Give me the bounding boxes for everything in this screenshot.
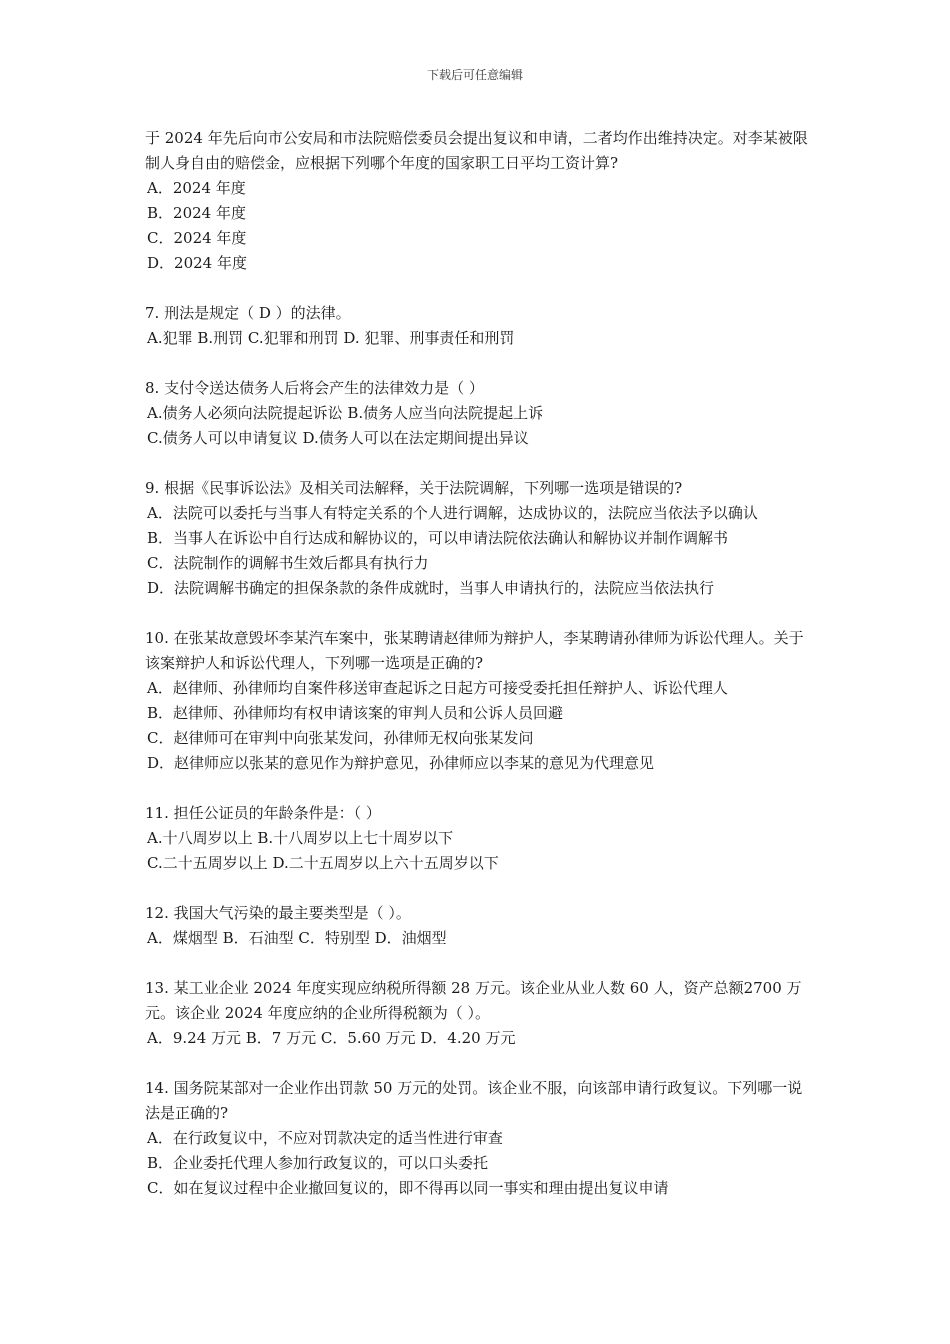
question-block: [145, 1076, 810, 1201]
question-block: [145, 976, 810, 1051]
question-text: 于 2024 年先后向市公安局和市法院赔偿委员会提出复议和申请，二者均作出维持决定。对李某被限制人身自由的赔偿金，应根据下列哪个年度的国家职工日平均工资计算?: [145, 129, 808, 172]
question-block: [145, 376, 810, 451]
question-block: [145, 901, 810, 951]
question-block: [145, 801, 810, 876]
option-line: A．煤烟型 B．石油型 C．特别型 D．油烟型: [147, 929, 447, 947]
option-line: C．如在复议过程中企业撤回复议的，即不得再以同一事实和理由提出复议申请: [147, 1179, 669, 1197]
option-line: C.二十五周岁以上 D.二十五周岁以上六十五周岁以下: [147, 854, 499, 872]
option-line: C．赵律师可在审判中向张某发问，孙律师无权向张某发问: [147, 729, 534, 747]
option-line: C．2024 年度: [147, 229, 247, 247]
question-text: 10. 在张某故意毁坏李某汽车案中，张某聘请赵律师为辩护人，李某聘请孙律师为诉讼代理人。关于该案辩护人和诉讼代理人，下列哪一选项是正确的?: [145, 629, 804, 672]
question-block: [145, 301, 810, 351]
question-text: 8. 支付令送达债务人后将会产生的法律效力是（ ）: [145, 379, 484, 397]
option-line: A.债务人必须向法院提起诉讼 B.债务人应当向法院提起上诉: [147, 404, 544, 422]
option-line: B．当事人在诉讼中自行达成和解协议的，可以申请法院依法确认和解协议并制作调解书: [147, 529, 729, 547]
option-line: B．企业委托代理人参加行政复议的，可以口头委托: [147, 1154, 489, 1172]
option-line: A．法院可以委托与当事人有特定关系的个人进行调解，达成协议的，法院应当依法予以确认: [147, 504, 758, 522]
question-text: 7. 刑法是规定（ D ）的法律。: [145, 304, 351, 322]
option-line: A.十八周岁以上 B.十八周岁以上七十周岁以下: [147, 829, 454, 847]
option-line: C．法院制作的调解书生效后都具有执行力: [147, 554, 429, 572]
option-line: A.犯罪 B.刑罚 C.犯罪和刑罚 D. 犯罪、刑事责任和刑罚: [147, 329, 515, 347]
option-line: A．赵律师、孙律师均自案件移送审查起诉之日起方可接受委托担任辩护人、诉讼代理人: [147, 679, 728, 697]
question-text: 9. 根据《民事诉讼法》及相关司法解释，关于法院调解，下列哪一选项是错误的?: [145, 479, 683, 497]
page-header: 下载后可任意编辑: [426, 68, 523, 82]
question-text: 11. 担任公证员的年龄条件是：（ ）: [145, 804, 381, 822]
option-line: A．9.24 万元 B．7 万元 C．5.60 万元 D．4.20 万元: [147, 1029, 516, 1047]
option-line: A．2024 年度: [147, 179, 246, 197]
question-block: [145, 476, 810, 601]
option-line: B．2024 年度: [147, 204, 246, 222]
option-line: A．在行政复议中，不应对罚款决定的适当性进行审查: [147, 1129, 503, 1147]
document-body: [145, 126, 810, 1201]
question-block: [145, 626, 810, 776]
question-text: 14. 国务院某部对一企业作出罚款 50 万元的处罚。该企业不服，向该部申请行政复议。下列哪一说法是正确的?: [145, 1079, 803, 1122]
option-line: D．2024 年度: [147, 254, 247, 272]
option-line: C.债务人可以申请复议 D.债务人可以在法定期间提出异议: [147, 429, 529, 447]
option-line: B．赵律师、孙律师均有权申请该案的审判人员和公诉人员回避: [147, 704, 564, 722]
option-line: D．法院调解书确定的担保条款的条件成就时，当事人申请执行的，法院应当依法执行: [147, 579, 715, 597]
question-text: 12. 我国大气污染的最主要类型是（ ）。: [145, 904, 411, 922]
option-line: D．赵律师应以张某的意见作为辩护意见，孙律师应以李某的意见为代理意见: [147, 754, 655, 772]
question-text: 13. 某工业企业 2024 年度实现应纳税所得额 28 万元。该企业从业人数 60 人，资产总额2700 万元。该企业 2024 年度应纳的企业所得税额为（ ）。: [145, 979, 802, 1022]
question-block: [145, 126, 810, 276]
